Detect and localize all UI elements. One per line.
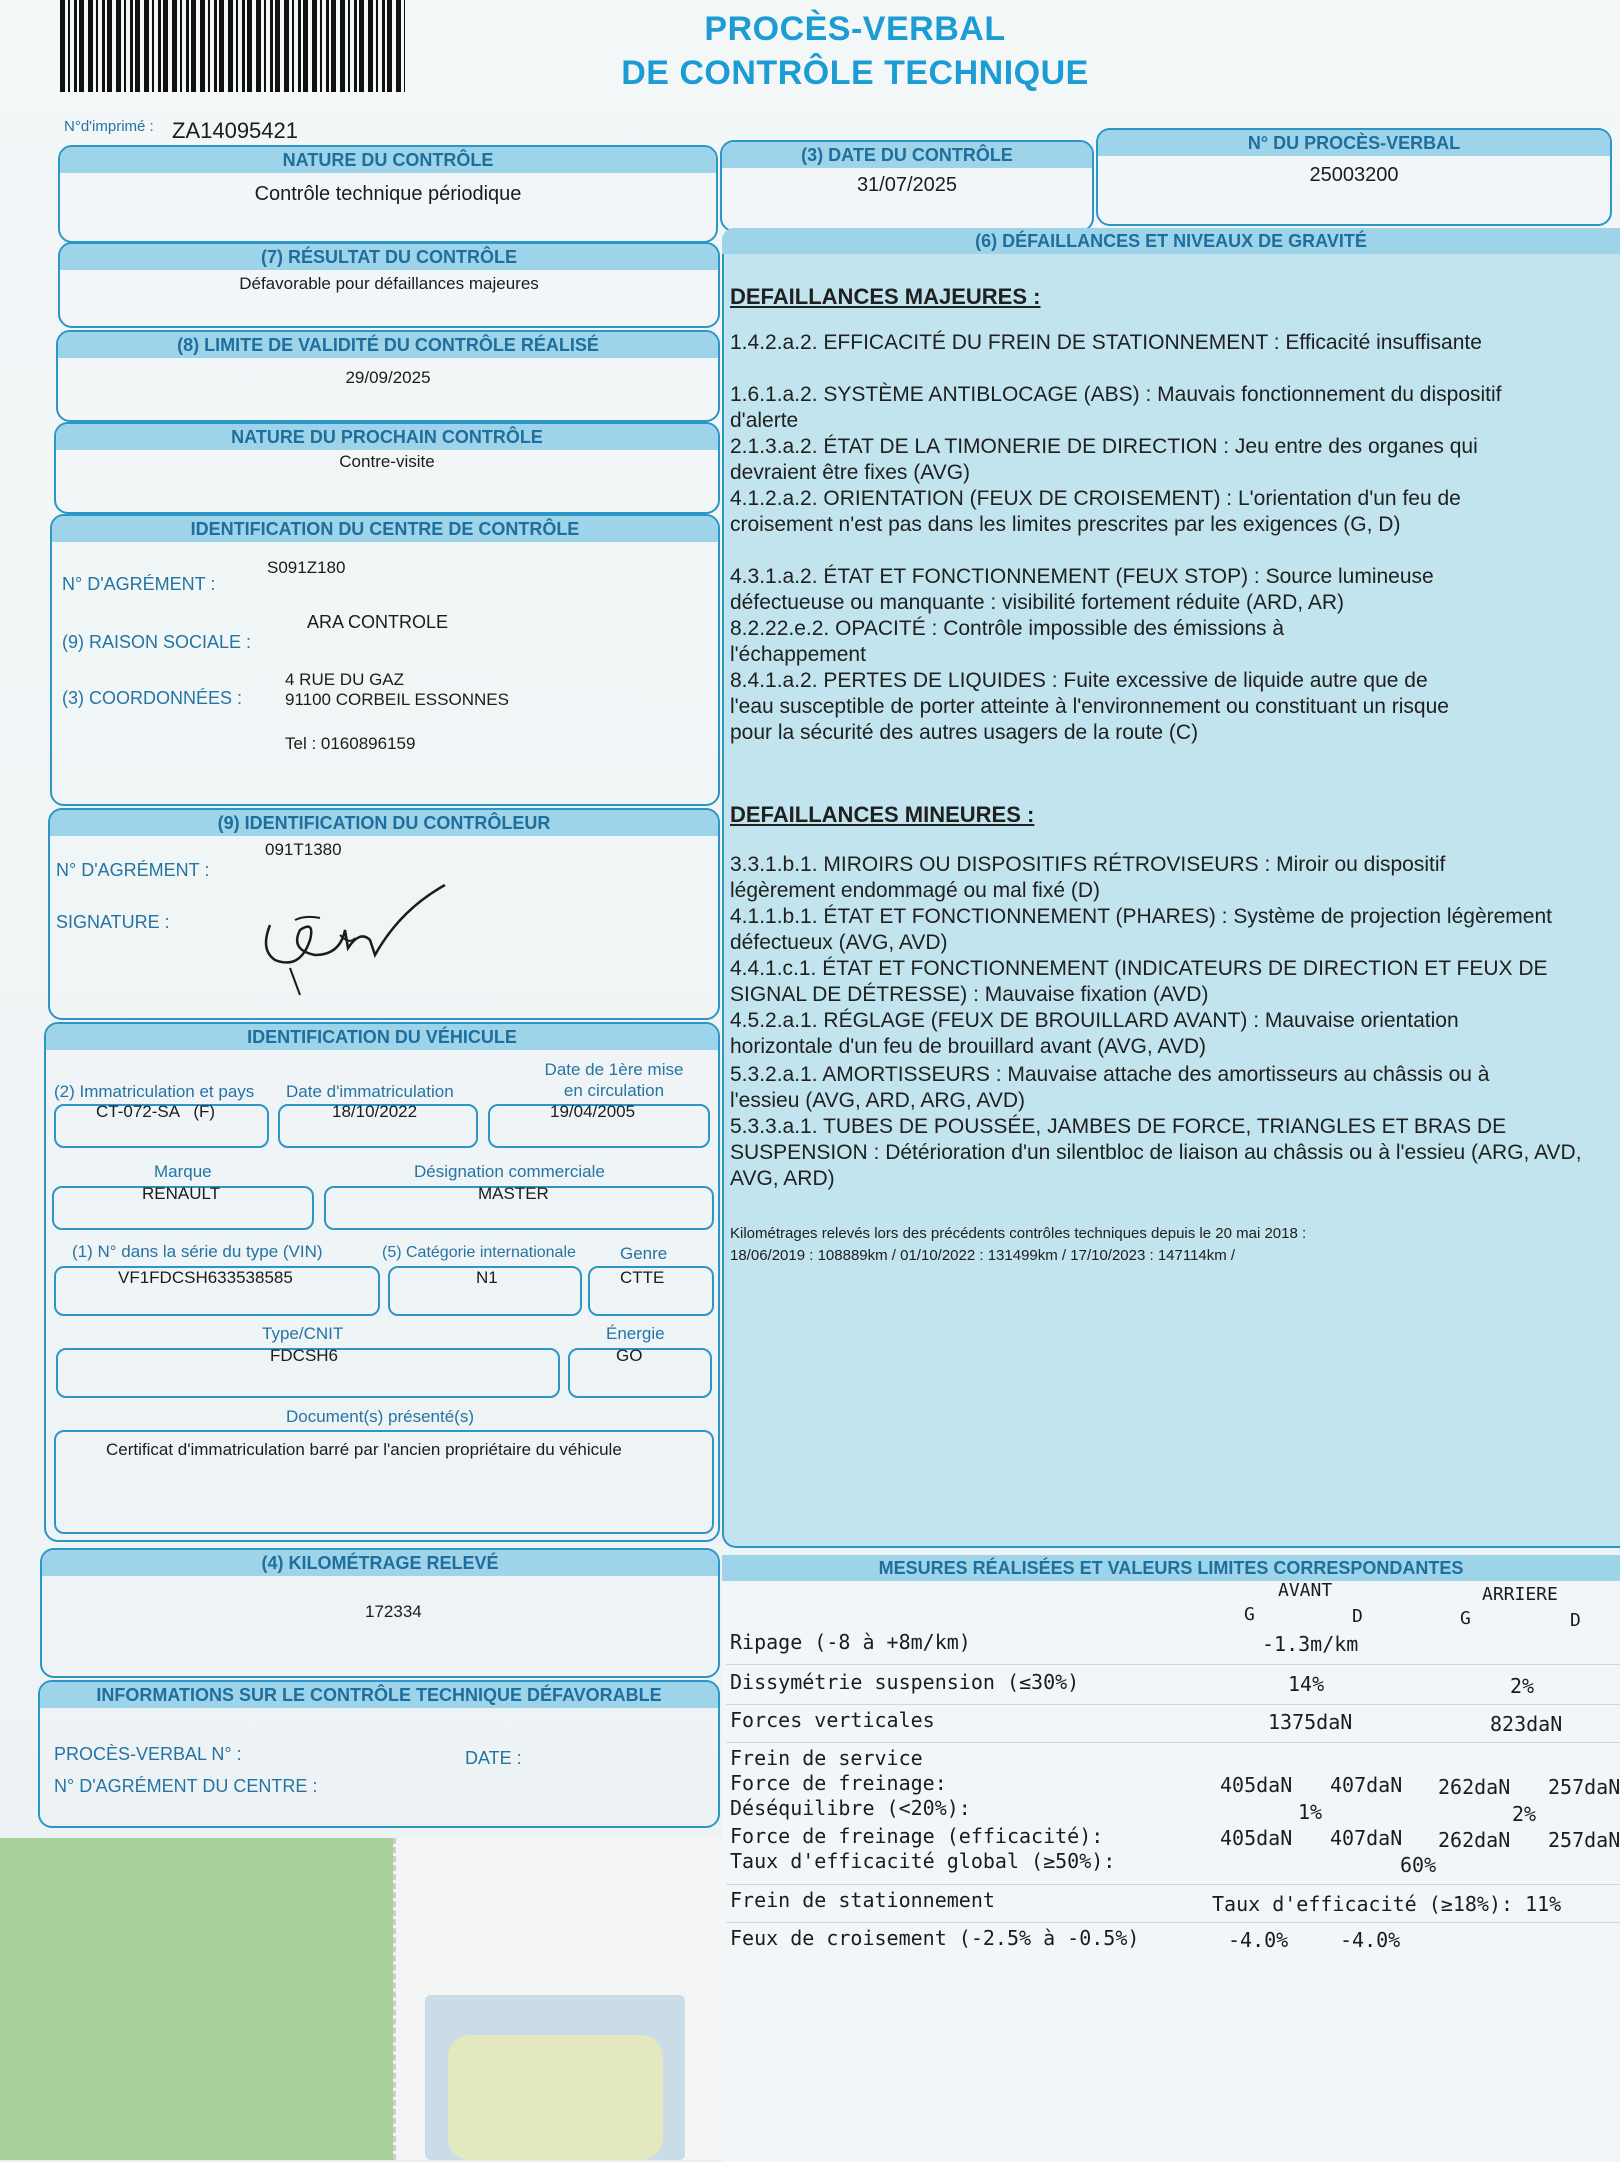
designation-label: Désignation commerciale bbox=[414, 1162, 605, 1181]
majeure-item-6: 8.4.1.a.2. PERTES DE LIQUIDES : Fuite excessive de liquide autre que de l'eau susceptible de porter atteinte à l'environnement ou constituant un risque pour la sécurité des autres usagers de la route (C) bbox=[730, 669, 1449, 744]
ff-arg: 262daN bbox=[1438, 1775, 1511, 1799]
centre-box bbox=[50, 514, 720, 806]
categorie-label: (5) Catégorie internationale bbox=[382, 1244, 576, 1261]
immat-label: (2) Immatriculation et pays bbox=[54, 1082, 255, 1101]
mesures-divider bbox=[726, 1664, 1620, 1665]
printed-number: ZA14095421 bbox=[172, 118, 298, 143]
ffe-arg: 262daN bbox=[1438, 1828, 1511, 1852]
marque-label: Marque bbox=[154, 1162, 212, 1181]
energie-field bbox=[568, 1348, 712, 1398]
forces-label: Forces verticales bbox=[730, 1708, 935, 1732]
energie-value: GO bbox=[616, 1346, 643, 1365]
date-first-label1: Date de 1ère mise bbox=[544, 1060, 684, 1079]
arriere-label: ARRIERE bbox=[1482, 1584, 1558, 1605]
majeure-item-2: 2.1.3.a.2. ÉTAT DE LA TIMONERIE DE DIRECTION : Jeu entre des organes qui devraient être fixes (AVG) bbox=[730, 435, 1478, 484]
prochain-box bbox=[54, 422, 720, 514]
majeure-item-4: 4.3.1.a.2. ÉTAT ET FONCTIONNEMENT (FEUX STOP) : Source lumineuse défectueuse ou manquante : visibilité fortement réduite (ARD, AR) bbox=[730, 565, 1434, 614]
vin-field bbox=[54, 1266, 380, 1316]
km-history-title: Kilométrages relevés lors des précédents contrôles techniques depuis le 20 mai 2018 : bbox=[730, 1225, 1307, 1242]
mineures-title: DEFAILLANCES MINEURES : bbox=[730, 802, 1035, 827]
dissym-avant: 14% bbox=[1288, 1672, 1325, 1696]
genre-label: Genre bbox=[620, 1244, 668, 1263]
centre-tel: Tel : 0160896159 bbox=[285, 734, 416, 753]
frein-stat-label: Frein de stationnement bbox=[730, 1888, 995, 1912]
prochain-value: Contre-visite bbox=[339, 452, 435, 471]
document-title-line1: PROCÈS-VERBAL bbox=[704, 10, 1006, 48]
controleur-agrement-label: N° D'AGRÉMENT : bbox=[56, 860, 210, 880]
nature-box bbox=[58, 145, 718, 243]
mineure-item-1: 4.1.1.b.1. ÉTAT ET FONCTIONNEMENT (PHARES) : Système de projection légèrement défectueux (AVG, AVD) bbox=[730, 905, 1552, 954]
forces-arriere: 823daN bbox=[1490, 1712, 1563, 1736]
feux-label: Feux de croisement (-2.5% à -0.5%) bbox=[730, 1926, 1140, 1950]
date-immat-label: Date d'immatriculation bbox=[286, 1082, 454, 1101]
barcode bbox=[60, 0, 405, 92]
signature-label: SIGNATURE : bbox=[56, 912, 170, 932]
arriere-d-label: D bbox=[1570, 1610, 1581, 1631]
centre-agrement: S091Z180 bbox=[267, 558, 346, 577]
printed-number-label: N°d'imprimé : bbox=[64, 118, 154, 135]
centre-raison-label: (9) RAISON SOCIALE : bbox=[62, 632, 252, 652]
centre-address2: 91100 CORBEIL ESSONNES bbox=[285, 690, 509, 709]
mineure-item-2: 4.4.1.c.1. ÉTAT ET FONCTIONNEMENT (INDICATEURS DE DIRECTION ET FEUX DE SIGNAL DE DÉTRESSE) : Mauvaise fixation (AVD) bbox=[730, 957, 1548, 1006]
nature-value: Contrôle technique périodique bbox=[254, 183, 522, 205]
centre-coord-label: (3) COORDONNÉES : bbox=[62, 688, 243, 708]
type-label: Type/CNIT bbox=[262, 1324, 344, 1343]
ffe-ard: 257daN bbox=[1548, 1828, 1620, 1852]
defavorable-heading: INFORMATIONS SUR LE CONTRÔLE TECHNIQUE DÉFAVORABLE bbox=[40, 1682, 718, 1708]
km-box bbox=[40, 1548, 720, 1678]
defavorable-pv-label: PROCÈS-VERBAL N° : bbox=[54, 1744, 242, 1764]
majeure-item-3: 4.1.2.a.2. ORIENTATION (FEUX DE CROISEMENT) : L'orientation d'un feu de croisement n'est pas dans les limites prescrites par les exigences (G, D) bbox=[730, 487, 1461, 536]
date-first-value: 19/04/2005 bbox=[550, 1102, 636, 1121]
date-immat-field bbox=[278, 1104, 478, 1148]
feux-d-value: -4.0% bbox=[1340, 1928, 1401, 1952]
controleur-heading: (9) IDENTIFICATION DU CONTRÔLEUR bbox=[50, 810, 718, 836]
designation-field bbox=[324, 1186, 714, 1230]
resultat-heading: (7) RÉSULTAT DU CONTRÔLE bbox=[60, 244, 718, 270]
date-immat-value: 18/10/2022 bbox=[332, 1102, 418, 1121]
avant-g-label: G bbox=[1244, 1604, 1255, 1625]
km-history-values: 18/06/2019 : 108889km / 01/10/2022 : 131499km / 17/10/2023 : 147114km / bbox=[730, 1247, 1236, 1264]
defavorable-date-label: DATE : bbox=[465, 1748, 522, 1768]
mineure-item-0: 3.3.1.b.1. MIROIRS OU DISPOSITIFS RÉTROVISEURS : Miroir ou dispositif légèrement endommagé ou mal fixé (D) bbox=[730, 853, 1446, 902]
controleur-agrement: 091T1380 bbox=[265, 840, 342, 859]
docs-value: Certificat d'immatriculation barré par l'ancien propriétaire du véhicule bbox=[106, 1440, 622, 1459]
date-heading: (3) DATE DU CONTRÔLE bbox=[722, 142, 1092, 168]
deseq-label: Déséquilibre (<20%): bbox=[730, 1796, 971, 1820]
avant-d-label: D bbox=[1352, 1606, 1363, 1627]
resultat-box bbox=[58, 242, 720, 328]
vehicule-box bbox=[44, 1022, 720, 1542]
limite-value: 29/09/2025 bbox=[345, 368, 431, 387]
avant-label: AVANT bbox=[1278, 1580, 1333, 1601]
feux-g-value: -4.0% bbox=[1228, 1928, 1289, 1952]
ff-efficacite-label: Force de freinage (efficacité): bbox=[730, 1824, 1104, 1848]
signature-scribble bbox=[230, 870, 470, 1010]
marque-value: RENAULT bbox=[142, 1184, 221, 1203]
frein-stat-value: Taux d'efficacité (≥18%): 11% bbox=[1212, 1892, 1562, 1916]
km-value: 172334 bbox=[365, 1602, 422, 1621]
pv-heading: N° DU PROCÈS-VERBAL bbox=[1098, 130, 1610, 156]
defaillances-heading: (6) DÉFAILLANCES ET NIVEAUX DE GRAVITÉ bbox=[722, 228, 1620, 254]
ripage-label: Ripage (-8 à +8m/km) bbox=[730, 1630, 971, 1654]
docs-field bbox=[54, 1430, 714, 1534]
forces-avant: 1375daN bbox=[1268, 1710, 1353, 1734]
type-value: FDCSH6 bbox=[270, 1346, 339, 1365]
vignette-sticker bbox=[448, 2035, 663, 2160]
prochain-heading: NATURE DU PROCHAIN CONTRÔLE bbox=[56, 424, 718, 450]
ff-avg: 405daN bbox=[1220, 1773, 1293, 1797]
ffe-avd: 407daN bbox=[1330, 1826, 1403, 1850]
genre-field bbox=[588, 1266, 714, 1316]
centre-heading: IDENTIFICATION DU CENTRE DE CONTRÔLE bbox=[52, 516, 718, 542]
categorie-value: N1 bbox=[476, 1268, 498, 1287]
immat-field bbox=[54, 1104, 269, 1148]
energie-label: Énergie bbox=[606, 1324, 665, 1343]
categorie-field bbox=[388, 1266, 582, 1316]
dissym-arriere: 2% bbox=[1510, 1674, 1535, 1698]
genre-value: CTTE bbox=[620, 1268, 665, 1287]
ff-avd: 407daN bbox=[1330, 1773, 1403, 1797]
vin-label: (1) N° dans la série du type (VIN) bbox=[72, 1242, 323, 1261]
immat-value: CT-072-SA (F) bbox=[96, 1102, 216, 1121]
defavorable-agrement-label: N° D'AGRÉMENT DU CENTRE : bbox=[54, 1776, 318, 1796]
mesures-divider bbox=[726, 1884, 1620, 1885]
resultat-value: Défavorable pour défaillances majeures bbox=[239, 274, 539, 293]
taux-global-value: 60% bbox=[1400, 1853, 1437, 1877]
majeure-item-1: 1.6.1.a.2. SYSTÈME ANTIBLOCAGE (ABS) : Mauvais fonctionnement du dispositif d'alerte bbox=[730, 383, 1502, 432]
centre-raison: ARA CONTROLE bbox=[307, 612, 449, 632]
dissym-label: Dissymétrie suspension (≤30%) bbox=[730, 1670, 1080, 1694]
taux-global-label: Taux d'efficacité global (≥50%): bbox=[730, 1849, 1116, 1873]
date-first-label2: en circulation bbox=[563, 1081, 665, 1100]
limite-box bbox=[56, 330, 720, 422]
majeure-item-0: 1.4.2.a.2. EFFICACITÉ DU FREIN DE STATIONNEMENT : Efficacité insuffisante bbox=[730, 331, 1482, 354]
ripage-value: -1.3m/km bbox=[1262, 1632, 1359, 1656]
document-title-line2: DE CONTRÔLE TECHNIQUE bbox=[621, 54, 1089, 92]
mesures-heading: MESURES RÉALISÉES ET VALEURS LIMITES CORRESPONDANTES bbox=[722, 1555, 1620, 1581]
docs-label: Document(s) présenté(s) bbox=[286, 1407, 475, 1426]
green-backing-sheet bbox=[0, 1838, 393, 2160]
mineure-item-3: 4.5.2.a.1. RÉGLAGE (FEUX DE BROUILLARD AVANT) : Mauvaise orientation horizontale d'un feu de brouillard avant (AVG, AVD) bbox=[730, 1009, 1459, 1058]
force-freinage-label: Force de freinage: bbox=[730, 1771, 947, 1795]
limite-heading: (8) LIMITE DE VALIDITÉ DU CONTRÔLE RÉALISÉ bbox=[58, 332, 718, 358]
ffe-avg: 405daN bbox=[1220, 1826, 1293, 1850]
mesures-divider bbox=[726, 1742, 1620, 1743]
deseq-avant: 1% bbox=[1298, 1800, 1323, 1824]
defavorable-box bbox=[38, 1680, 720, 1828]
mineure-item-5: 5.3.3.a.1. TUBES DE POUSSÉE, JAMBES DE FORCE, TRIANGLES ET BRAS DE SUSPENSION : Détérioration d'un silentbloc de liaison au châssis ou à l'essieu (ARG, AVD, AVG, ARD) bbox=[730, 1115, 1582, 1190]
frein-service-label: Frein de service bbox=[730, 1746, 923, 1770]
majeures-title: DEFAILLANCES MAJEURES : bbox=[730, 284, 1041, 309]
ff-ard: 257daN bbox=[1548, 1775, 1620, 1799]
mesures-divider bbox=[726, 1704, 1620, 1705]
pv-value: 25003200 bbox=[1309, 164, 1399, 186]
majeure-item-5: 8.2.22.e.2. OPACITÉ : Contrôle impossible des émissions à l'échappement bbox=[730, 617, 1285, 666]
vin-value: VF1FDCSH633538585 bbox=[118, 1268, 293, 1287]
nature-heading: NATURE DU CONTRÔLE bbox=[60, 147, 716, 173]
mineure-item-4: 5.3.2.a.1. AMORTISSEURS : Mauvaise attache des amortisseurs au châssis ou à l'essieu (AVG, ARD, ARG, AVD) bbox=[730, 1063, 1490, 1112]
marque-field bbox=[52, 1186, 314, 1230]
arriere-g-label: G bbox=[1460, 1608, 1471, 1629]
vehicule-heading: IDENTIFICATION DU VÉHICULE bbox=[46, 1024, 718, 1050]
date-box bbox=[720, 140, 1094, 232]
date-value: 31/07/2025 bbox=[856, 174, 958, 196]
km-heading: (4) KILOMÉTRAGE RELEVÉ bbox=[42, 1550, 718, 1576]
deseq-arriere: 2% bbox=[1512, 1802, 1537, 1826]
mesures-divider bbox=[726, 1922, 1620, 1923]
pv-box bbox=[1096, 128, 1612, 226]
centre-address1: 4 RUE DU GAZ bbox=[285, 670, 405, 689]
type-field bbox=[56, 1348, 560, 1398]
date-first-field bbox=[488, 1104, 710, 1148]
controleur-box bbox=[48, 808, 720, 1020]
designation-value: MASTER bbox=[478, 1184, 549, 1203]
centre-agrement-label: N° D'AGRÉMENT : bbox=[62, 574, 216, 594]
